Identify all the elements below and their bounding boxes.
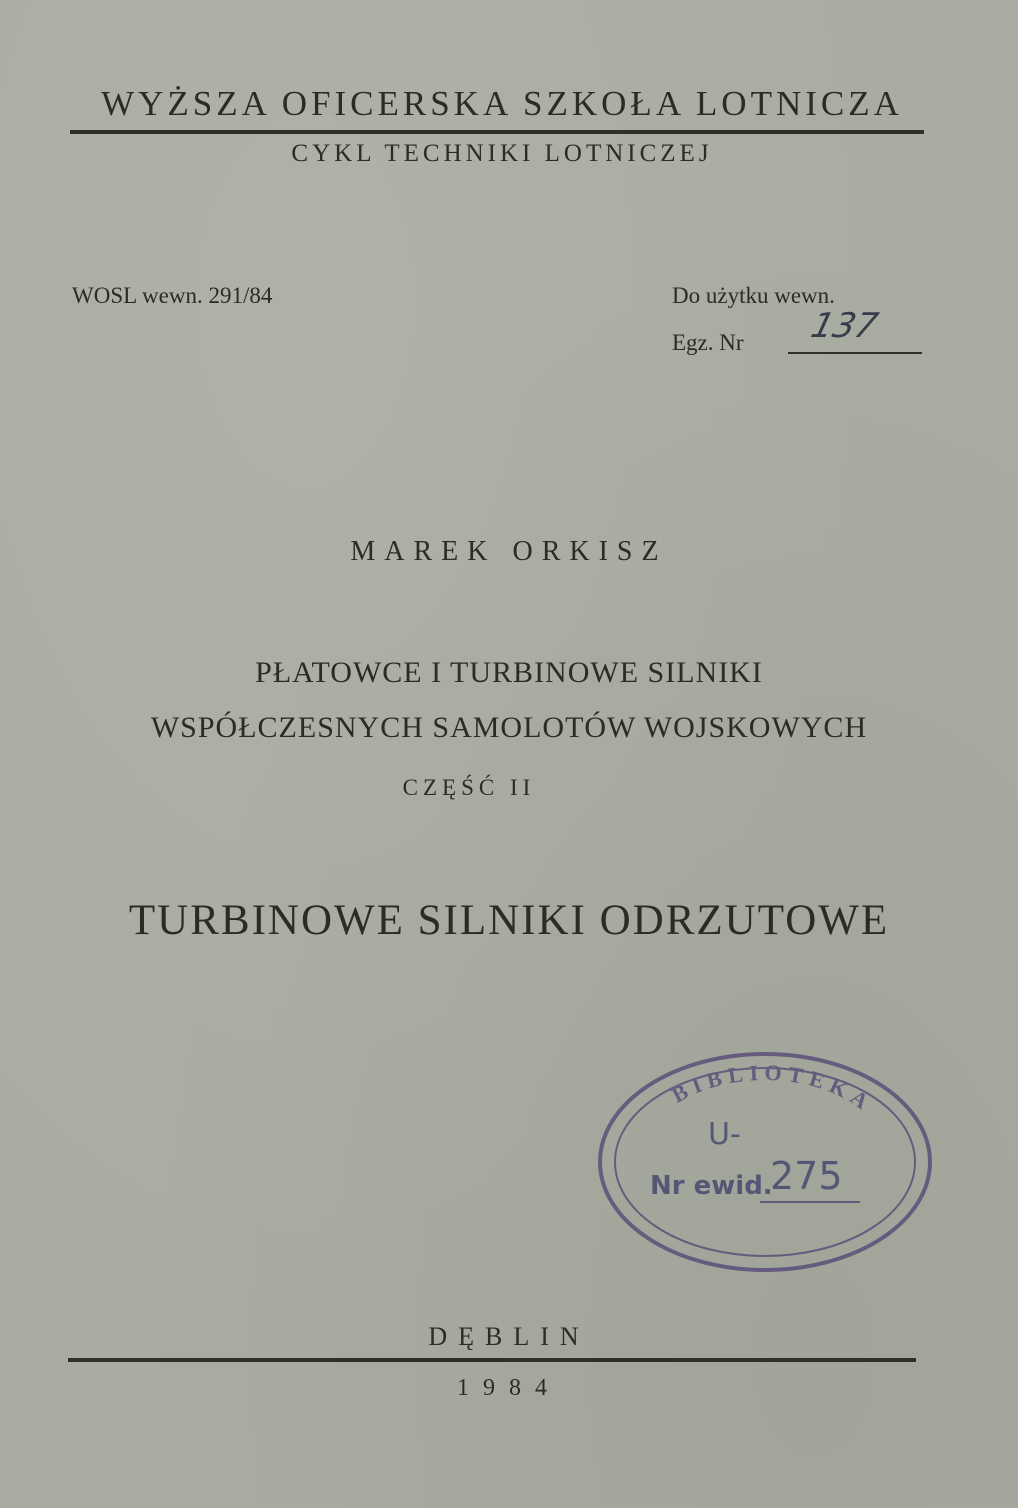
copy-number-handwritten: 137 bbox=[807, 306, 882, 346]
catalog-signature: WOSL wewn. 291/84 bbox=[72, 283, 273, 308]
copy-number-line bbox=[788, 352, 922, 354]
footer-rule bbox=[68, 1358, 916, 1362]
restriction-note: Do użytku wewn. bbox=[672, 283, 835, 308]
header-rule bbox=[70, 130, 924, 134]
stamp-top-text: BIBLIOTEKA bbox=[667, 1059, 879, 1118]
series-title-line-1: PŁATOWCE I TURBINOWE SILNIKI bbox=[255, 656, 763, 689]
stamp-number-value: 275 bbox=[770, 1154, 843, 1198]
series-title-line-2: WSPÓŁCZESNYCH SAMOLOTÓW WOJSKOWYCH bbox=[150, 711, 868, 744]
publication-city: DĘBLIN bbox=[428, 1322, 590, 1351]
stamp-prefix: U- bbox=[708, 1117, 741, 1152]
stamp-number-label: Nr ewid. bbox=[650, 1171, 773, 1201]
part-number: CZĘŚĆ II bbox=[402, 775, 536, 800]
main-title: TURBINOWE SILNIKI ODRZUTOWE bbox=[128, 897, 890, 944]
cycle-name: CYKL TECHNIKI LOTNICZEJ bbox=[291, 140, 713, 167]
library-stamp bbox=[590, 1044, 940, 1284]
institution-name: WYŻSZA OFICERSKA SZKOŁA LOTNICZA bbox=[101, 84, 903, 123]
copy-number-label: Egz. Nr bbox=[672, 330, 744, 355]
author-name: MAREK ORKISZ bbox=[350, 536, 668, 567]
publication-year: 1984 bbox=[457, 1375, 561, 1401]
